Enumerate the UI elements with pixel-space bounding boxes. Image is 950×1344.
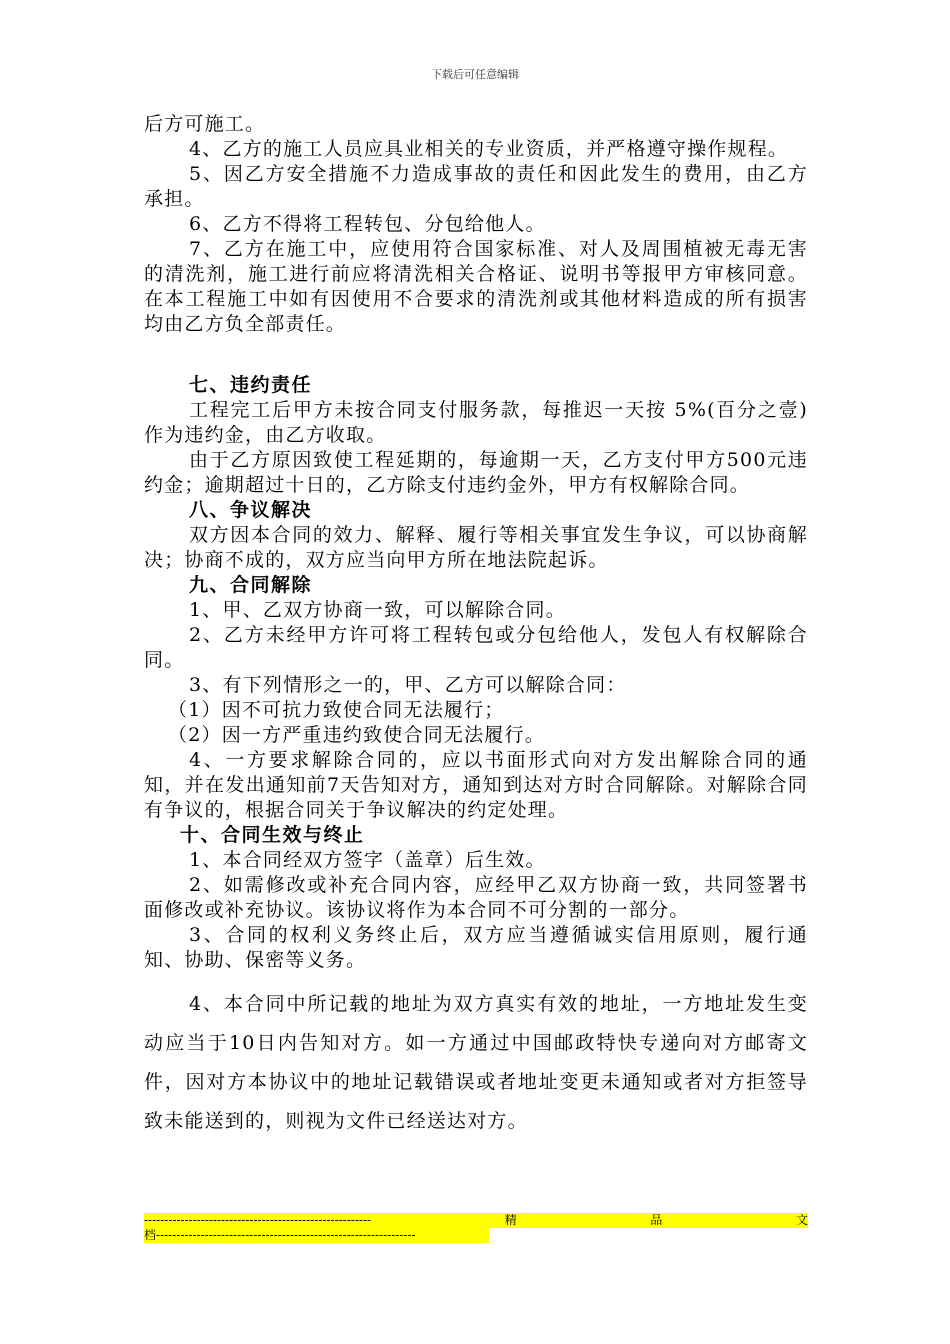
footer-dashes: ----------------------------------------------------------------	[156, 1228, 416, 1242]
page-footer	[144, 1213, 808, 1247]
paragraph: 后方可施工。	[144, 113, 266, 135]
paragraph: 2、乙方未经甲方许可将工程转包或分包给他人，发包人有权解除合同。	[144, 624, 808, 671]
paragraph: 2、如需修改或补充合同内容，应经甲乙双方协商一致，共同签署书面修改或补充协议。该协议将作为本合同不可分割的一部分。	[144, 874, 808, 921]
footer-banner	[144, 1213, 808, 1228]
paragraph: 6、乙方不得将工程转包、分包给他人。	[189, 213, 546, 235]
section-heading: 十、合同生效与终止	[180, 824, 365, 846]
footer-char: 精	[504, 1213, 517, 1227]
footer-char: 文	[795, 1213, 808, 1227]
document-body	[144, 112, 808, 1141]
paragraph: 1、甲、乙双方协商一致，可以解除合同。	[189, 599, 566, 621]
paragraph: 工程完工后甲方未按合同支付服务款，每推迟一天按 5%(百分之壹)作为违约金，由乙方收取。	[144, 399, 808, 446]
paragraph: 1、本合同经双方签字（盖章）后生效。	[189, 849, 546, 871]
paragraph: 4、乙方的施工人员应具业相关的专业资质，并严格遵守操作规程。	[189, 138, 789, 160]
footer-char: 品	[650, 1213, 663, 1227]
paragraph: 7、乙方在施工中，应使用符合国家标准、对人及周围植被无毒无害的清洗剂，施工进行前应将清洗相关合格证、说明书等报甲方审核同意。在本工程施工中如有因使用不合要求的清洗剂或其他材料造成的所有损害均由乙方负全部责任。	[144, 238, 808, 335]
section-heading: 八、争议解决	[189, 499, 313, 521]
list-item: （1）因不可抗力致使合同无法履行；	[168, 699, 505, 721]
page-header: 下载后可任意编辑	[431, 68, 519, 81]
paragraph: 3、合同的权利义务终止后，双方应当遵循诚实信用原则，履行通知、协助、保密等义务。	[144, 924, 808, 971]
section-heading: 七、违约责任	[189, 374, 313, 396]
footer-banner-line2	[144, 1228, 489, 1243]
paragraph: 由于乙方原因致使工程延期的，每逾期一天，乙方支付甲方500元违约金；逾期超过十日的，乙方除支付违约金外，甲方有权解除合同。	[144, 449, 808, 496]
paragraph: 双方因本合同的效力、解释、履行等相关事宜发生争议，可以协商解决；协商不成的，双方应当向甲方所在地法院起诉。	[144, 524, 808, 571]
paragraph: 4、本合同中所记载的地址为双方真实有效的地址，一方地址发生变动应当于10日内告知对方。如一方通过中国邮政特快专递向对方邮寄文件，因对方本协议中的地址记载错误或者地址变更未通知或者对方拒签导致未能送到的，则视为文件已经送达对方。	[144, 993, 808, 1132]
list-item: （2）因一方严重违约致使合同无法履行。	[168, 724, 545, 746]
paragraph: 5、因乙方安全措施不力造成事故的责任和因此发生的费用，由乙方承担。	[144, 163, 808, 210]
spacer	[144, 337, 808, 373]
paragraph: 4、一方要求解除合同的，应以书面形式向对方发出解除合同的通知，并在发出通知前7天告知对方，通知到达对方时合同解除。对解除合同有争议的，根据合同关于争议解决的约定处理。	[144, 749, 808, 821]
footer-char: 档	[144, 1228, 157, 1242]
paragraph: 3、有下列情形之一的，甲、乙方可以解除合同：	[189, 674, 627, 696]
section-heading: 九、合同解除	[189, 574, 313, 596]
footer-dashes: --------------------------------------------------------	[144, 1213, 372, 1227]
